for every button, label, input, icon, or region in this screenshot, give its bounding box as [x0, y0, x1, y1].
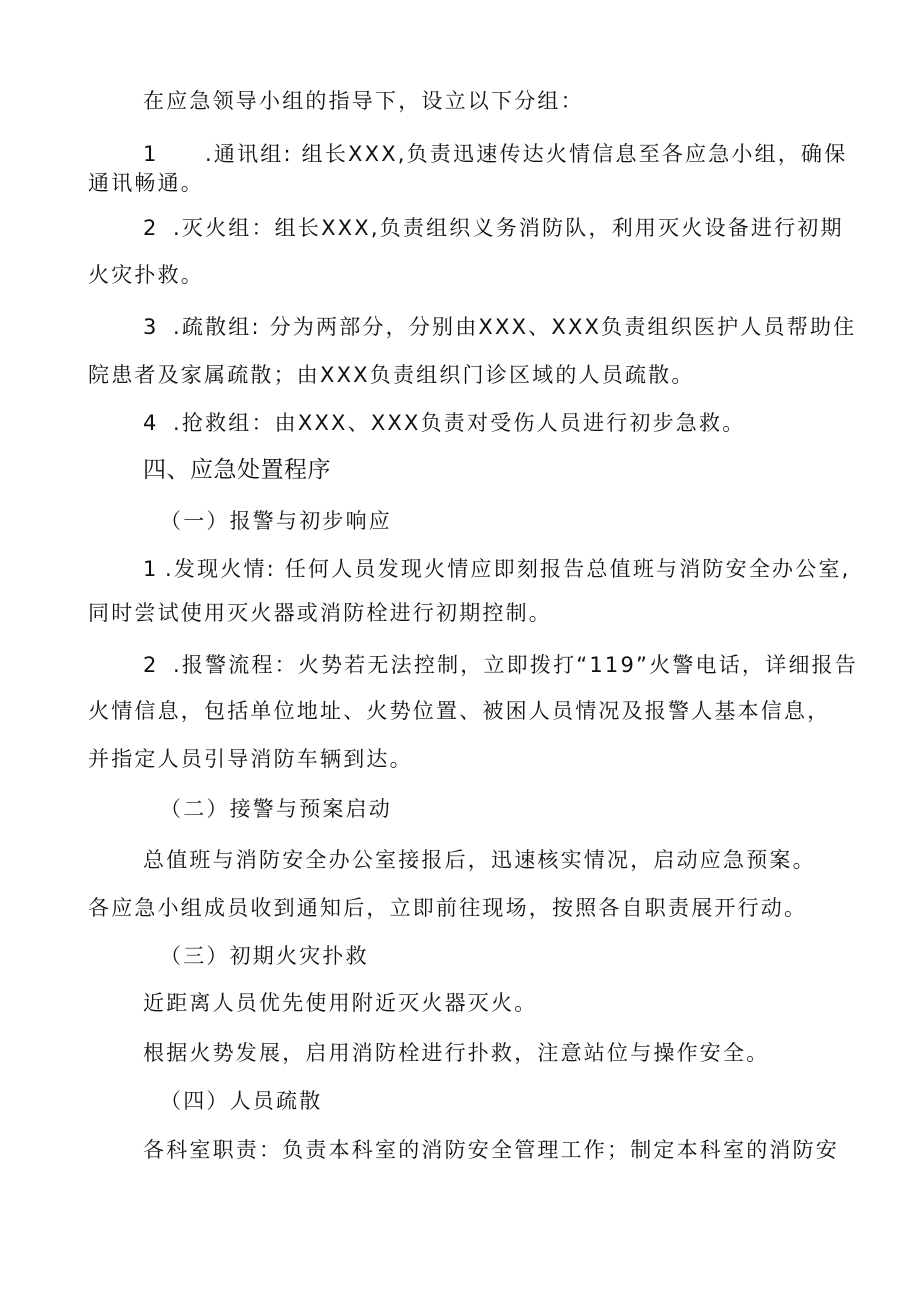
sub3-paragraph-1: 近距离人员优先使用附近灭火器灭火。 — [143, 991, 538, 1015]
sub1-item-1-line-2: 同时尝试使用灭火器或消防栓进行初期控制。 — [88, 601, 552, 625]
sub1-item-2-line-3: 并指定人员引导消防车辆到达。 — [88, 747, 413, 771]
sub1-item-2-number: 2 — [143, 653, 159, 677]
subsection-4-title: （四）人员疏散 — [160, 1089, 323, 1113]
sub4-paragraph-1: 各科室职责：负责本科室的消防安全管理工作；制定本科室的消防安 — [143, 1138, 839, 1162]
sub1-item-2-line-1 — [143, 652, 858, 678]
group-1-line-2: 通讯畅通。 — [88, 171, 204, 195]
subsection-3-title: （三）初期火灾扑救 — [160, 944, 369, 968]
group-3-text: .疏散组: 分为两部分，分别由XXX、XXX负责组织医护人员帮助住 — [173, 315, 857, 339]
group-1-number: 1 — [143, 142, 159, 166]
group-4-text: .抢救组：由XXX、XXX负责对受伤人员进行初步急救。 — [173, 411, 746, 435]
group-4-line-1 — [143, 410, 745, 436]
group-4-number: 4 — [143, 411, 159, 435]
group-3-line-1 — [143, 314, 856, 340]
sub2-paragraph-2: 各应急小组成员收到通知后，立即前往现场，按照各自职责展开行动。 — [88, 896, 808, 920]
section-4-heading: 四、应急处置程序 — [143, 457, 331, 483]
sub2-paragraph-1: 总值班与消防安全办公室接报后，迅速核实情况，启动应急预案。 — [143, 848, 816, 872]
group-3-line-2: 院患者及家属疏散；由XXX负责组织门诊区域的人员疏散。 — [88, 363, 695, 387]
group-1-line-1 — [143, 141, 847, 167]
group-1-text: .通讯组: 组长XXX,负责迅速传达火情信息至各应急小组，确保 — [205, 142, 848, 166]
group-2-line-2: 火灾扑救。 — [88, 263, 204, 287]
sub1-item-2-line-2: 火情信息，包括单位地址、火势位置、被困人员情况及报警人基本信息， — [88, 699, 831, 723]
subsection-2-title: （二）接警与预案启动 — [160, 797, 392, 821]
sub3-paragraph-2: 根据火势发展，启用消防栓进行扑救，注意站位与操作安全。 — [143, 1041, 770, 1065]
sub1-item-1-number: 1 — [143, 557, 159, 581]
sub1-item-1-text: .发现火情: 任何人员发现火情应即刻报告总值班与消防安全办公室, — [165, 557, 851, 581]
group-3-number: 3 — [143, 315, 159, 339]
sub1-item-2-text: .报警流程：火势若无法控制，立即拨打“119”火警电话，详细报告 — [173, 653, 858, 677]
group-2-line-1 — [143, 215, 844, 241]
sub1-item-1-line-1 — [143, 556, 851, 582]
group-2-text: .灭火组：组长XXX,负责组织义务消防队，利用灭火设备进行初期 — [173, 216, 844, 240]
group-2-number: 2 — [143, 216, 159, 240]
subsection-1-title: （一）报警与初步响应 — [160, 509, 392, 533]
intro-paragraph: 在应急领导小组的指导下，设立以下分组： — [143, 89, 584, 113]
